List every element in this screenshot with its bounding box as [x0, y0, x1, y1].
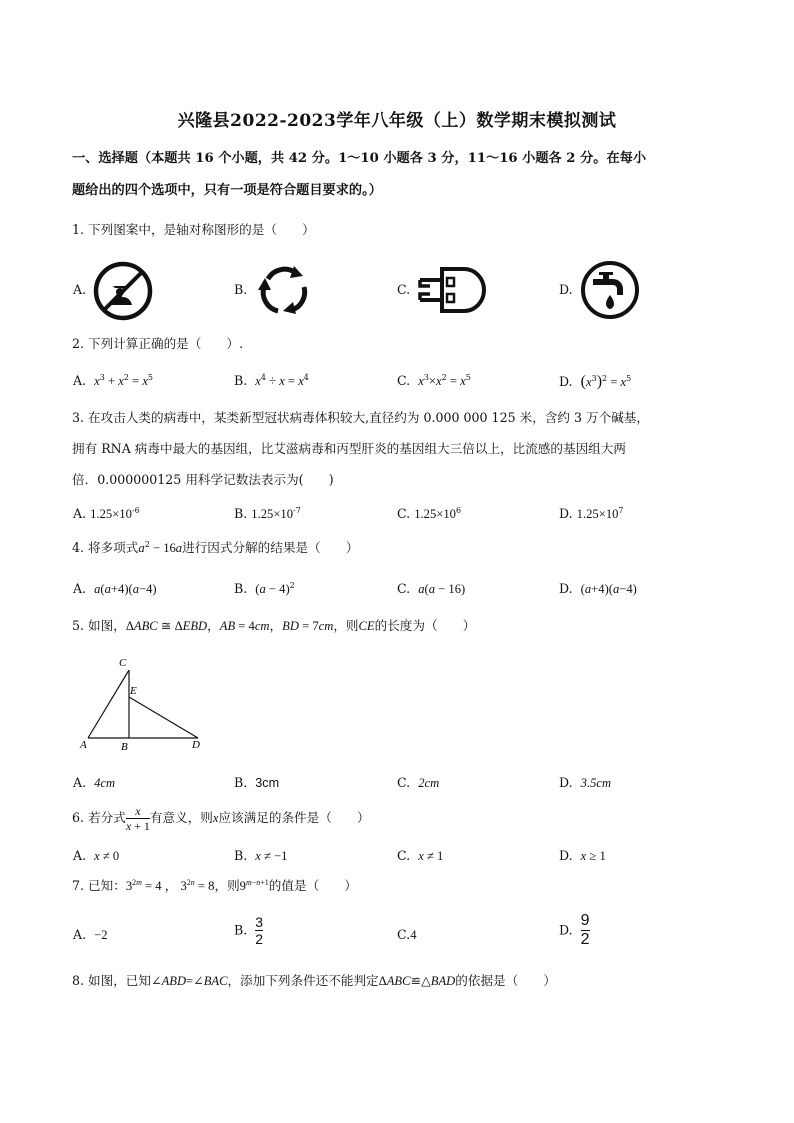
q6-option-a: A. x ≠ 0 [73, 848, 120, 863]
q4-stem-post: 进行因式分解的结果是（ ） [182, 540, 359, 555]
fig-label-e: E [130, 685, 137, 697]
q4-option-b: B. $(a - 4)^2$ [234, 581, 295, 596]
question-8-stem: 8. 如图，已知∠ABD=∠BAC，添加下列条件还不能判定ΔABC≌△BAD的依据是（ ） [72, 973, 557, 988]
q5-option-c-value: 2cm [418, 776, 440, 790]
q5-option-b [234, 777, 279, 790]
q5-stem-tail: 的长度为（ ） [374, 618, 476, 633]
q3-option-a-exponent: -6 [131, 506, 140, 515]
q2-option-b-label: B. [234, 373, 248, 388]
q1-option-d-label: D. [559, 282, 573, 297]
q6-option-b: B. x ≠ −1 [234, 848, 288, 863]
q3-option-c-mantissa: 1.25×10 [414, 507, 456, 521]
q6-option-d-label: D. [559, 848, 573, 863]
q6-option-a-label: A. [73, 848, 87, 863]
q6-option-b-label: B. [234, 848, 248, 863]
q3-option-b-mantissa: 1.25×10 [251, 507, 294, 521]
question-4-stem: 4. 将多项式$a^2 - 16a$进行因式分解的结果是（ ） [72, 540, 359, 555]
q2-option-a-label: A. [73, 373, 87, 388]
q3-option-b [234, 508, 301, 521]
q7-stem-mid: ，则 [214, 878, 240, 893]
question-5-stem: 5. 如图，ΔABC ≅ ΔEBD，AB = 4cm，BD = 7cm，则CE的长度为（ ） [72, 618, 476, 633]
q8-stem-mid: ，添加下列条件还不能判定 [227, 973, 379, 988]
question-7-stem: 7. 已知：$3^{2m} = 4$ ， $3^{2n} = 8$，则$9^{m-n+1}$的值是（ ） [72, 878, 357, 893]
q6-stem-post: 有意义，则 [149, 810, 213, 826]
q1-option-c-label: C. [397, 282, 411, 297]
q2-option-c: C. $x^3\times x^2 = x^5$ [397, 373, 471, 388]
q7-option-c-value: 4 [410, 928, 417, 942]
q1-option-a-label: A. [73, 282, 87, 297]
q5-stem-post: ，则 [333, 618, 359, 633]
q4-stem-pre: 4. 将多项式 [72, 540, 139, 555]
q4-option-a: A. a(a+4)(a−4) [73, 581, 157, 596]
section-header-line2: 题给出的四个选项中，只有一项是符合题目要求的。） [72, 183, 382, 198]
q3-option-a-mantissa: 1.25×10 [90, 507, 132, 521]
q7-option-b: B. $\frac{3}{2}$ [234, 914, 264, 947]
section-header-line1: 一、选择题（本题共 16 个小题，共 42 分。1～10 小题各 3 分，11～16 小题各 2 分。在每小 [72, 151, 647, 166]
q6-stem-pre: 6. 若分式 [72, 810, 126, 826]
fig-label-b: B [121, 741, 128, 753]
q3-option-a-label: A. [73, 506, 87, 521]
q5-option-d [559, 777, 611, 790]
q6-option-d: D. x ≥ 1 [559, 848, 606, 863]
q4-option-b-label: B. [234, 581, 248, 596]
q5-option-b-label: B. [234, 775, 248, 790]
q4-option-c-label: C. [397, 581, 411, 596]
q4-option-d: D. (a+4)(a−4) [559, 581, 637, 596]
q7-option-a-value: −2 [94, 928, 108, 942]
question-3-line3: 倍．0.000000125 用科学记数法表示为( ) [72, 472, 334, 487]
q7-stem-pre: 7. 已知： [72, 878, 126, 893]
page-title: 兴隆县2022-2023学年八年级（上）数学期末模拟测试 [177, 111, 617, 131]
q1-option-b-label: B. [234, 282, 248, 297]
q6-option-c: C. x ≠ 1 [397, 848, 444, 863]
q3-option-c [397, 508, 461, 521]
q5-option-c-label: C. [397, 775, 411, 790]
q7-option-a [73, 929, 108, 942]
q8-stem-tail: 的依据是（ ） [455, 973, 557, 988]
q7-option-c-label: C. [397, 927, 411, 942]
q4-option-c: C. a(a − 16) [397, 581, 466, 596]
q3-option-d-label: D. [559, 506, 573, 521]
fig-label-a: A [80, 739, 87, 751]
q2-option-d: D. $(x^3)^2 = x^5$ [559, 373, 632, 390]
q5-option-a [73, 777, 115, 790]
q6-stem-tail: 应该满足的条件是（ ） [218, 810, 370, 826]
q5-stem-pre: 5. 如图， [72, 618, 126, 633]
q3-option-c-label: C. [397, 506, 411, 521]
q7-option-d: D. $\frac{9}{2}$ [559, 912, 590, 948]
recycle-arrows-icon [254, 261, 314, 319]
q5-option-a-label: A. [73, 775, 87, 790]
q5-option-a-value: 4cm [94, 776, 116, 790]
q3-option-c-exponent: 6 [455, 506, 462, 515]
q7-option-a-label: A. [73, 927, 87, 942]
q5-option-c [397, 777, 439, 790]
q4-option-d-label: D. [559, 581, 573, 596]
fig-label-c: C [119, 657, 127, 669]
q7-option-b-label: B. [234, 922, 248, 938]
triangle-figure [74, 654, 214, 758]
question-3-line1: 3. 在攻击人类的病毒中，某类新型冠状病毒体积较大,直径约为 0.000 000 125 米，含约 3 万个碱基， [72, 410, 649, 425]
question-3-line2: 拥有 RNA 病毒中最大的基因组，比艾滋病毒和丙型肝炎的基因组大三倍以上，比流感的基因组大两 [72, 441, 626, 456]
q3-option-d-mantissa: 1.25×10 [576, 507, 619, 521]
q3-option-a [73, 508, 140, 521]
q5-option-d-label: D. [559, 775, 573, 790]
no-drug-sign-icon [92, 260, 154, 322]
question-2-stem: 2. 下列计算正确的是（ ）. [72, 336, 244, 351]
q3-option-b-label: B. [234, 506, 248, 521]
q3-option-b-exponent: -7 [293, 506, 301, 515]
q2-option-b: B. $x^4 \div x = x^4$ [234, 373, 309, 388]
q2-option-d-label: D. [559, 374, 573, 389]
fig-label-d: D [192, 739, 200, 751]
q7-option-d-label: D. [559, 922, 573, 938]
q3-option-d-exponent: 7 [618, 506, 624, 515]
q5-option-b-value: 3cm [255, 776, 280, 790]
q5-option-d-value: 3.5cm [580, 776, 612, 790]
q7-stem-tail: 的值是（ ） [268, 878, 357, 893]
question-6-stem: 6. 若分式 $\frac{x}{x + 1}$ 有意义，则x应该满足的条件是（ ） [72, 804, 370, 833]
q7-option-c [397, 929, 417, 942]
water-tap-icon [579, 259, 641, 321]
q3-option-d [559, 508, 624, 521]
question-1-stem: 1. 下列图案中，是轴对称图形的是（ ） [72, 222, 315, 237]
q2-option-a: A. $x^3 + x^2 = x^5$ [73, 373, 153, 388]
q6-option-c-label: C. [397, 848, 411, 863]
plug-icon [416, 263, 492, 317]
q8-stem-pre: 8. 如图，已知 [72, 973, 151, 988]
q4-option-a-label: A. [73, 581, 87, 596]
q2-option-c-label: C. [397, 373, 411, 388]
